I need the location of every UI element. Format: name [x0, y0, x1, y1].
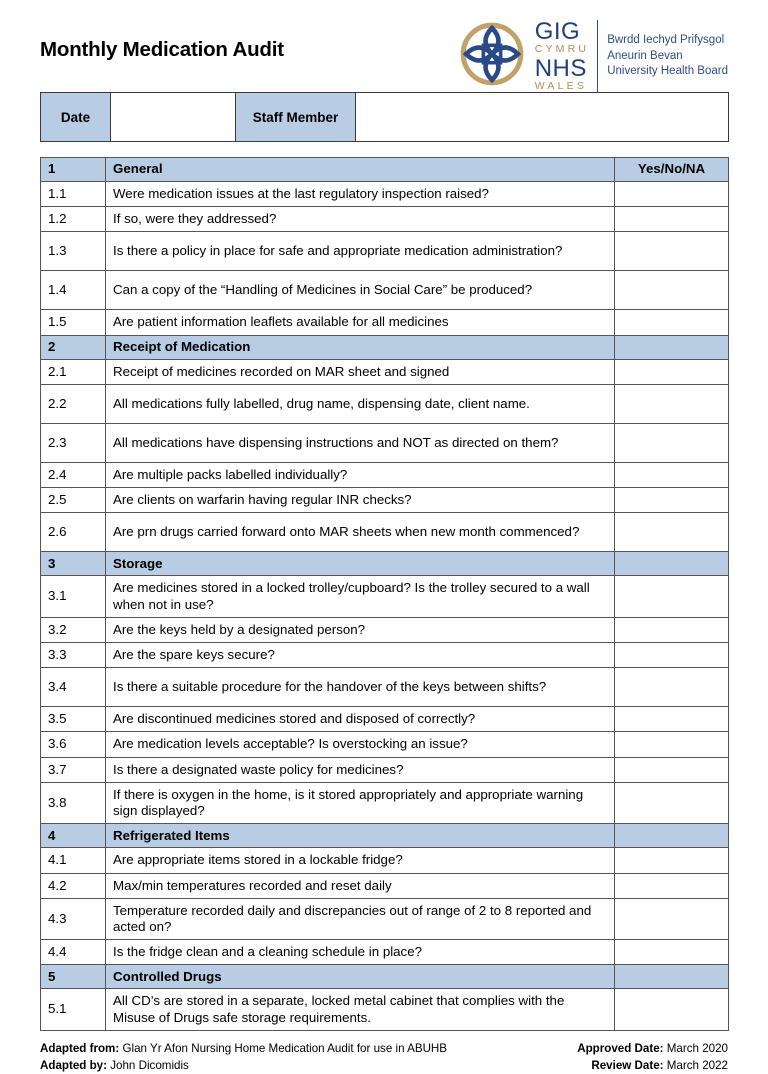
- item-question: Temperature recorded daily and discrepancies out of range of 2 to 8 reported and acted on?: [106, 898, 615, 939]
- item-question: Are the keys held by a designated person?: [106, 617, 615, 642]
- section-header-row: [41, 158, 729, 182]
- audit-meta-table: [40, 92, 729, 142]
- item-answer-cell[interactable]: [615, 707, 729, 732]
- review-date-label: Review Date:: [591, 1058, 664, 1072]
- section-title: Storage: [106, 552, 615, 576]
- answer-column-header: Yes/No/NA: [615, 158, 729, 182]
- audit-item-row: [41, 940, 729, 965]
- audit-item-row: [41, 232, 729, 271]
- item-answer-cell[interactable]: [615, 423, 729, 462]
- item-answer-cell[interactable]: [615, 384, 729, 423]
- item-question: Are the spare keys secure?: [106, 642, 615, 667]
- item-question: Are appropriate items stored in a lockable fridge?: [106, 848, 615, 873]
- date-label: Date: [41, 93, 111, 142]
- section-title: Receipt of Medication: [106, 335, 615, 359]
- item-question: Can a copy of the “Handling of Medicines in Social Care” be produced?: [106, 271, 615, 310]
- section-number: 3: [41, 552, 106, 576]
- health-board-name: [607, 33, 728, 81]
- meta-row: [41, 93, 729, 142]
- audit-item-row: [41, 423, 729, 462]
- page-title: Monthly Medication Audit: [40, 38, 284, 61]
- date-input[interactable]: [111, 93, 236, 142]
- adapted-by-line: [40, 1058, 447, 1074]
- item-question: Max/min temperatures recorded and reset daily: [106, 873, 615, 898]
- item-number: 2.5: [41, 488, 106, 513]
- adapted-by-value: John Dicomidis: [110, 1058, 189, 1072]
- approved-date-line: [577, 1041, 728, 1058]
- section-answer-spacer: [615, 824, 729, 848]
- nhs-text: NHS: [534, 54, 587, 82]
- approved-date-label: Approved Date:: [577, 1041, 664, 1055]
- item-number: 1.3: [41, 232, 106, 271]
- nhs-wales-logo: [456, 16, 728, 95]
- audit-item-row: [41, 271, 729, 310]
- health-board-line-2: Aneurin Bevan: [607, 49, 683, 62]
- cymru-text: CYMRU: [534, 43, 590, 56]
- audit-item-row: [41, 757, 729, 782]
- section-header-row: [41, 552, 729, 576]
- item-question: All medications have dispensing instructions and NOT as directed on them?: [106, 423, 615, 462]
- item-answer-cell[interactable]: [615, 642, 729, 667]
- gig-nhs-wordmark: [534, 17, 599, 93]
- item-question: Are patient information leaflets available for all medicines: [106, 310, 615, 335]
- adapted-from-value: Glan Yr Afon Nursing Home Medication Audit for use in ABUHB: [122, 1041, 448, 1055]
- approved-date-value: March 2020: [666, 1041, 728, 1055]
- item-question: If there is oxygen in the home, is it stored appropriately and appropriate warning sign displayed?: [106, 782, 615, 823]
- health-board-line-3: University Health Board: [607, 65, 728, 78]
- item-question: Receipt of medicines recorded on MAR sheet and signed: [106, 359, 615, 384]
- item-number: 1.5: [41, 310, 106, 335]
- section-header-row: [41, 824, 729, 848]
- section-number: 5: [41, 965, 106, 989]
- section-answer-spacer: [615, 335, 729, 359]
- section-answer-spacer: [615, 552, 729, 576]
- audit-item-row: [41, 848, 729, 873]
- section-title: General: [106, 158, 615, 182]
- item-number: 4.3: [41, 898, 106, 939]
- item-number: 3.3: [41, 642, 106, 667]
- item-question: Are clients on warfarin having regular INR checks?: [106, 488, 615, 513]
- item-number: 2.1: [41, 359, 106, 384]
- audit-item-row: [41, 576, 729, 617]
- audit-table-body: [41, 158, 729, 1031]
- health-board-line-1: Bwrdd Iechyd Prifysgol: [607, 33, 725, 46]
- audit-item-row: [41, 462, 729, 487]
- item-answer-cell[interactable]: [615, 232, 729, 271]
- item-question: Is there a suitable procedure for the handover of the keys between shifts?: [106, 668, 615, 707]
- item-question: All CD’s are stored in a separate, locked metal cabinet that complies with the Misuse of Drugs safe storage requirements.: [106, 989, 615, 1030]
- item-number: 4.2: [41, 873, 106, 898]
- item-answer-cell[interactable]: [615, 668, 729, 707]
- item-number: 3.6: [41, 732, 106, 757]
- item-answer-cell[interactable]: [615, 617, 729, 642]
- audit-item-row: [41, 873, 729, 898]
- audit-item-row: [41, 359, 729, 384]
- item-number: 1.1: [41, 182, 106, 207]
- audit-item-row: [41, 488, 729, 513]
- audit-item-row: [41, 182, 729, 207]
- audit-item-row: [41, 898, 729, 939]
- audit-item-row: [41, 707, 729, 732]
- audit-item-row: [41, 207, 729, 232]
- item-answer-cell[interactable]: [615, 732, 729, 757]
- item-number: 4.1: [41, 848, 106, 873]
- celtic-knot-icon: [456, 18, 528, 95]
- audit-item-row: [41, 513, 729, 552]
- item-question: Is the fridge clean and a cleaning schedule in place?: [106, 940, 615, 965]
- item-answer-cell[interactable]: [615, 873, 729, 898]
- item-number: 4.4: [41, 940, 106, 965]
- item-question: Are multiple packs labelled individually?: [106, 462, 615, 487]
- review-date-line: [577, 1058, 728, 1074]
- item-answer-cell[interactable]: [615, 462, 729, 487]
- section-title: Controlled Drugs: [106, 965, 615, 989]
- footer-dates: [577, 1041, 728, 1074]
- item-answer-cell[interactable]: [615, 513, 729, 552]
- section-header-row: [41, 335, 729, 359]
- section-title: Refrigerated Items: [106, 824, 615, 848]
- audit-item-row: [41, 310, 729, 335]
- item-question: If so, were they addressed?: [106, 207, 615, 232]
- item-number: 3.2: [41, 617, 106, 642]
- item-number: 5.1: [41, 989, 106, 1030]
- document-footer: [40, 1041, 728, 1074]
- review-date-value: March 2022: [666, 1058, 728, 1072]
- item-number: 2.3: [41, 423, 106, 462]
- section-number: 4: [41, 824, 106, 848]
- item-number: 1.2: [41, 207, 106, 232]
- item-question: Are medicines stored in a locked trolley/cupboard? Is the trolley secured to a wall when not in use?: [106, 576, 615, 617]
- item-question: Are medication levels acceptable? Is overstocking an issue?: [106, 732, 615, 757]
- item-number: 2.2: [41, 384, 106, 423]
- footer-attribution: [40, 1041, 447, 1074]
- item-answer-cell[interactable]: [615, 359, 729, 384]
- audit-item-row: [41, 617, 729, 642]
- item-question: Are prn drugs carried forward onto MAR sheets when new month commenced?: [106, 513, 615, 552]
- item-answer-cell[interactable]: [615, 182, 729, 207]
- section-answer-spacer: [615, 965, 729, 989]
- audit-item-row: [41, 732, 729, 757]
- item-answer-cell[interactable]: [615, 271, 729, 310]
- adapted-by-label: Adapted by:: [40, 1058, 107, 1072]
- item-question: Were medication issues at the last regulatory inspection raised?: [106, 182, 615, 207]
- item-number: 2.4: [41, 462, 106, 487]
- section-number: 1: [41, 158, 106, 182]
- item-answer-cell[interactable]: [615, 782, 729, 823]
- item-number: 3.7: [41, 757, 106, 782]
- item-number: 3.8: [41, 782, 106, 823]
- item-number: 3.4: [41, 668, 106, 707]
- item-answer-cell[interactable]: [615, 898, 729, 939]
- document-header: [40, 0, 728, 92]
- adapted-from-label: Adapted from:: [40, 1041, 120, 1055]
- audit-item-row: [41, 782, 729, 823]
- item-answer-cell[interactable]: [615, 848, 729, 873]
- medication-audit-table: [40, 157, 729, 1031]
- item-answer-cell[interactable]: [615, 310, 729, 335]
- audit-item-row: [41, 989, 729, 1030]
- item-answer-cell[interactable]: [615, 940, 729, 965]
- item-number: 2.6: [41, 513, 106, 552]
- item-answer-cell[interactable]: [615, 576, 729, 617]
- item-number: 3.5: [41, 707, 106, 732]
- section-header-row: [41, 965, 729, 989]
- audit-item-row: [41, 384, 729, 423]
- item-answer-cell[interactable]: [615, 989, 729, 1030]
- audit-item-row: [41, 668, 729, 707]
- audit-item-row: [41, 642, 729, 667]
- item-number: 1.4: [41, 271, 106, 310]
- staff-member-input[interactable]: [356, 93, 729, 142]
- item-question: Is there a designated waste policy for medicines?: [106, 757, 615, 782]
- staff-member-label: Staff Member: [236, 93, 356, 142]
- item-answer-cell[interactable]: [615, 207, 729, 232]
- section-number: 2: [41, 335, 106, 359]
- item-number: 3.1: [41, 576, 106, 617]
- item-question: Are discontinued medicines stored and disposed of correctly?: [106, 707, 615, 732]
- item-question: Is there a policy in place for safe and appropriate medication administration?: [106, 232, 615, 271]
- item-answer-cell[interactable]: [615, 488, 729, 513]
- wales-text: WALES: [534, 80, 588, 93]
- item-question: All medications fully labelled, drug name, dispensing date, client name.: [106, 384, 615, 423]
- item-answer-cell[interactable]: [615, 757, 729, 782]
- gig-text: GIG: [534, 17, 581, 45]
- adapted-from-line: [40, 1041, 447, 1058]
